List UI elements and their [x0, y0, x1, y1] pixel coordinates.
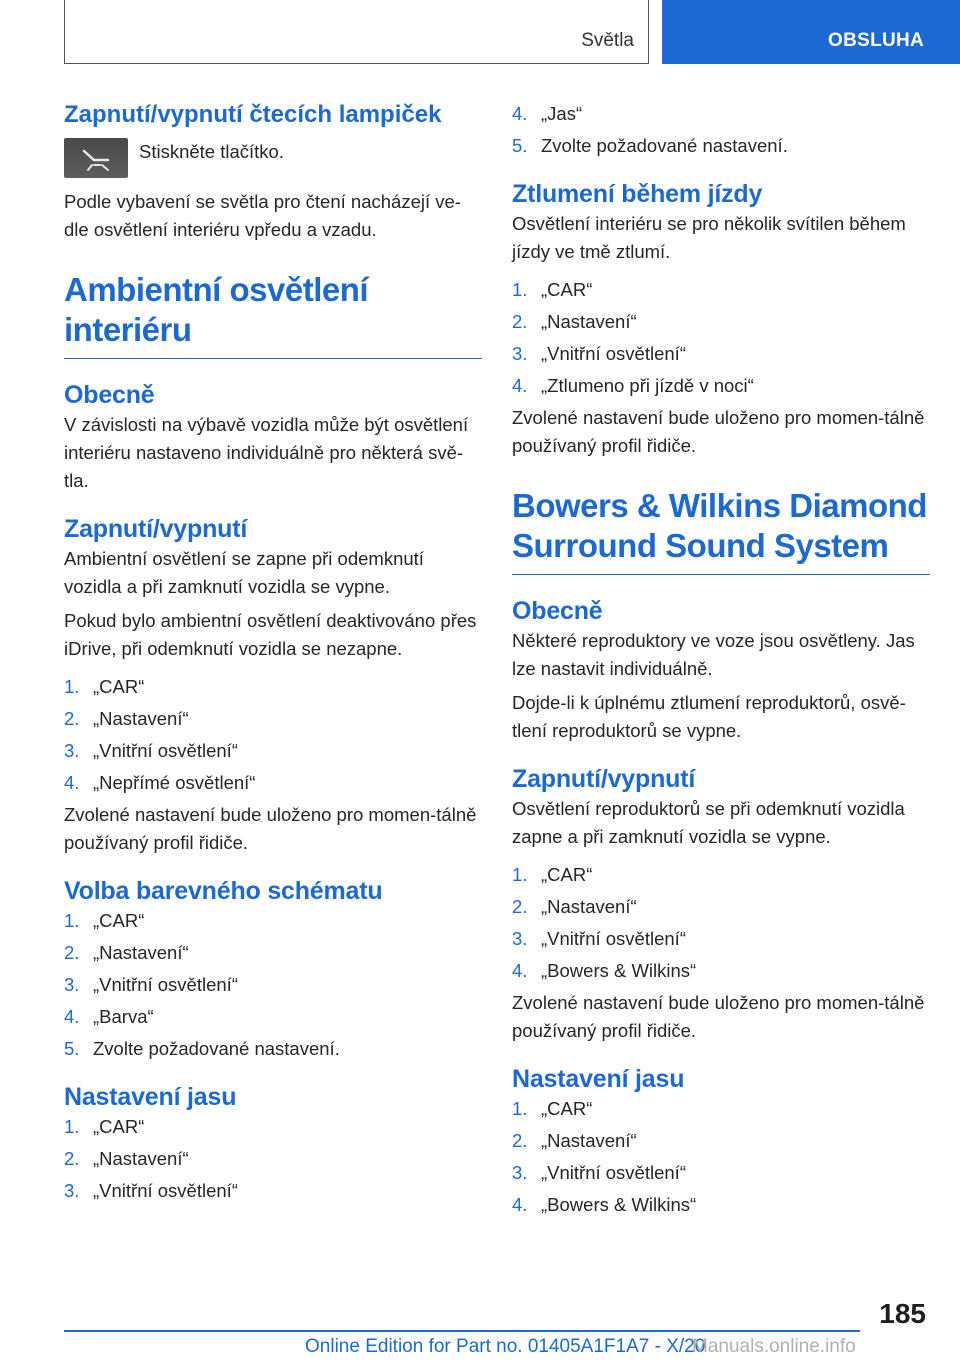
step-item	[512, 132, 930, 160]
bw-onoff-heading: Zapnutí/vypnutí	[512, 765, 696, 793]
step-number: 2.	[64, 708, 80, 729]
header-section-title: Světla	[581, 30, 634, 51]
bw-general-body-1: Některé reproduktory ve voze jsou osvětleny. Jas lze nastavit individuálně.	[512, 630, 915, 679]
step-number: 1.	[512, 279, 528, 300]
step-text: Zvolte požadované nastavení.	[541, 135, 788, 156]
color-scheme-heading: Volba barevného schématu	[64, 877, 383, 905]
step-item	[64, 1145, 482, 1173]
step-item	[64, 907, 482, 935]
brightness-heading: Nastavení jasu	[64, 1083, 237, 1111]
onoff-body-2: Pokud bylo ambientní osvětlení deaktivováno přes iDrive, při odemknutí vozidla se nezapne.	[64, 610, 477, 659]
step-item	[64, 1113, 482, 1141]
step-item	[512, 1127, 930, 1155]
step-number: 4.	[512, 960, 528, 981]
step-item	[512, 957, 930, 985]
header-chapter-label: OBSLUHA	[828, 30, 925, 51]
step-text: „Nastavení“	[541, 311, 637, 332]
step-number: 5.	[64, 1038, 80, 1059]
onoff-after-text: Zvolené nastavení bude uloženo pro momen-tálně používaný profil řidiče.	[64, 804, 477, 853]
step-item	[512, 340, 930, 368]
step-number: 3.	[512, 343, 528, 364]
step-text: „Barva“	[93, 1006, 154, 1027]
step-number: 1.	[64, 1116, 80, 1137]
step-number: 3.	[64, 1180, 80, 1201]
footer-edition-text: Online Edition for Part no. 01405A1F1A7 - X/20	[305, 1336, 706, 1357]
step-item	[512, 308, 930, 336]
dim-while-driving-heading: Ztlumení během jízdy	[512, 180, 763, 208]
brightness-steps-continued	[512, 100, 930, 160]
footer-watermark: Manuals.online.info	[692, 1336, 856, 1357]
step-item	[512, 925, 930, 953]
step-text: „Vnitřní osvětlení“	[541, 343, 686, 364]
bowers-wilkins-heading	[512, 486, 930, 575]
step-text: „CAR“	[541, 279, 593, 300]
color-scheme-steps	[64, 907, 482, 1063]
step-text: „Jas“	[541, 103, 583, 124]
step-number: 5.	[512, 135, 528, 156]
general-heading: Obecně	[64, 381, 155, 409]
left-column	[64, 100, 482, 1209]
step-number: 2.	[512, 311, 528, 332]
step-number: 4.	[512, 375, 528, 396]
brightness-steps	[64, 1113, 482, 1205]
step-text: „Vnitřní osvětlení“	[541, 928, 686, 949]
bw-brightness-heading: Nastavení jasu	[512, 1065, 685, 1093]
step-number: 3.	[512, 1162, 528, 1183]
onoff-body-1: Ambientní osvětlení se zapne při odemknutí vozidla a při zamknutí vozidla se vypne.	[64, 548, 424, 597]
onoff-steps	[64, 673, 482, 797]
step-text: „Nastavení“	[93, 708, 189, 729]
bw-brightness-steps	[512, 1095, 930, 1219]
step-number: 2.	[512, 1130, 528, 1151]
step-item	[512, 100, 930, 128]
ambient-heading-line1: Ambientní osvětlení	[64, 271, 369, 308]
step-item	[64, 1177, 482, 1205]
ambient-heading-line2: interiéru	[64, 311, 192, 348]
general-body: V závislosti na výbavě vozidla může být osvětlení interiéru nastaveno individuálně pro některá svě-tla.	[64, 414, 469, 491]
reading-lamp-button-icon	[64, 138, 128, 178]
bw-heading-line2: Surround Sound System	[512, 527, 889, 564]
bw-onoff-after-text: Zvolené nastavení bude uloženo pro momen-tálně používaný profil řidiče.	[512, 992, 925, 1041]
step-item	[512, 893, 930, 921]
reading-lamp-button-text: Stiskněte tlačítko.	[139, 141, 284, 162]
footer-divider	[64, 1330, 860, 1332]
step-number: 4.	[512, 103, 528, 124]
header-chapter-tab	[662, 0, 960, 64]
step-item	[512, 372, 930, 400]
reading-lamp-button-row	[64, 138, 482, 178]
bw-onoff-body: Osvětlení reproduktorů se při odemknutí vozidla zapne a při zamknutí vozidla se vypne.	[512, 798, 905, 847]
step-number: 1.	[512, 1098, 528, 1119]
step-number: 2.	[64, 1148, 80, 1169]
bw-general-body-2: Dojde-li k úplnému ztlumení reproduktorů, osvě-tlení reproduktorů se vypne.	[512, 692, 906, 741]
dim-steps	[512, 276, 930, 400]
bw-heading-line1: Bowers & Wilkins Diamond	[512, 487, 927, 524]
step-text: „CAR“	[93, 676, 145, 697]
step-item	[64, 971, 482, 999]
step-text: „Bowers & Wilkins“	[541, 960, 697, 981]
right-column	[512, 100, 930, 1223]
step-item	[512, 861, 930, 889]
step-text: „CAR“	[541, 1098, 593, 1119]
reading-lamps-heading: Zapnutí/vypnutí čtecích lampiček	[64, 101, 442, 128]
step-item	[64, 1035, 482, 1063]
ambient-lighting-heading	[64, 270, 482, 359]
step-item	[64, 939, 482, 967]
bw-onoff-steps	[512, 861, 930, 985]
step-number: 3.	[64, 974, 80, 995]
step-number: 1.	[512, 864, 528, 885]
step-number: 2.	[512, 896, 528, 917]
step-text: „Nastavení“	[541, 896, 637, 917]
step-item	[64, 705, 482, 733]
step-text: „Bowers & Wilkins“	[541, 1194, 697, 1215]
step-text: „Nastavení“	[541, 1130, 637, 1151]
step-number: 1.	[64, 910, 80, 931]
step-text: „Vnitřní osvětlení“	[93, 974, 238, 995]
step-item	[512, 276, 930, 304]
step-item	[64, 737, 482, 765]
dim-after-text: Zvolené nastavení bude uloženo pro momen-tálně používaný profil řidiče.	[512, 407, 925, 456]
step-text: „CAR“	[93, 910, 145, 931]
step-text: „Nastavení“	[93, 942, 189, 963]
step-item	[64, 769, 482, 797]
step-number: 4.	[64, 772, 80, 793]
step-item	[64, 1003, 482, 1031]
onoff-heading: Zapnutí/vypnutí	[64, 515, 248, 543]
page-number: 185	[879, 1298, 926, 1329]
step-text: „CAR“	[541, 864, 593, 885]
step-item	[512, 1191, 930, 1219]
header-box	[64, 0, 649, 64]
step-text: Zvolte požadované nastavení.	[93, 1038, 340, 1059]
step-item	[512, 1159, 930, 1187]
step-text: „Ztlumeno při jízdě v noci“	[541, 375, 754, 396]
step-text: „Nastavení“	[93, 1148, 189, 1169]
step-number: 3.	[64, 740, 80, 761]
step-text: „Vnitřní osvětlení“	[93, 1180, 238, 1201]
dim-body: Osvětlení interiéru se pro několik svítilen během jízdy ve tmě ztlumí.	[512, 213, 906, 262]
bw-general-heading: Obecně	[512, 597, 603, 625]
step-number: 4.	[512, 1194, 528, 1215]
step-number: 3.	[512, 928, 528, 949]
step-item	[512, 1095, 930, 1123]
step-item	[64, 673, 482, 701]
step-text: „Nepřímé osvětlení“	[93, 772, 256, 793]
step-number: 2.	[64, 942, 80, 963]
step-text: „Vnitřní osvětlení“	[541, 1162, 686, 1183]
step-text: „CAR“	[93, 1116, 145, 1137]
step-number: 4.	[64, 1006, 80, 1027]
reading-lamps-body: Podle vybavení se světla pro čtení nacházejí ve-dle osvětlení interiéru vpředu a vzadu.	[64, 191, 461, 240]
step-number: 1.	[64, 676, 80, 697]
step-text: „Vnitřní osvětlení“	[93, 740, 238, 761]
